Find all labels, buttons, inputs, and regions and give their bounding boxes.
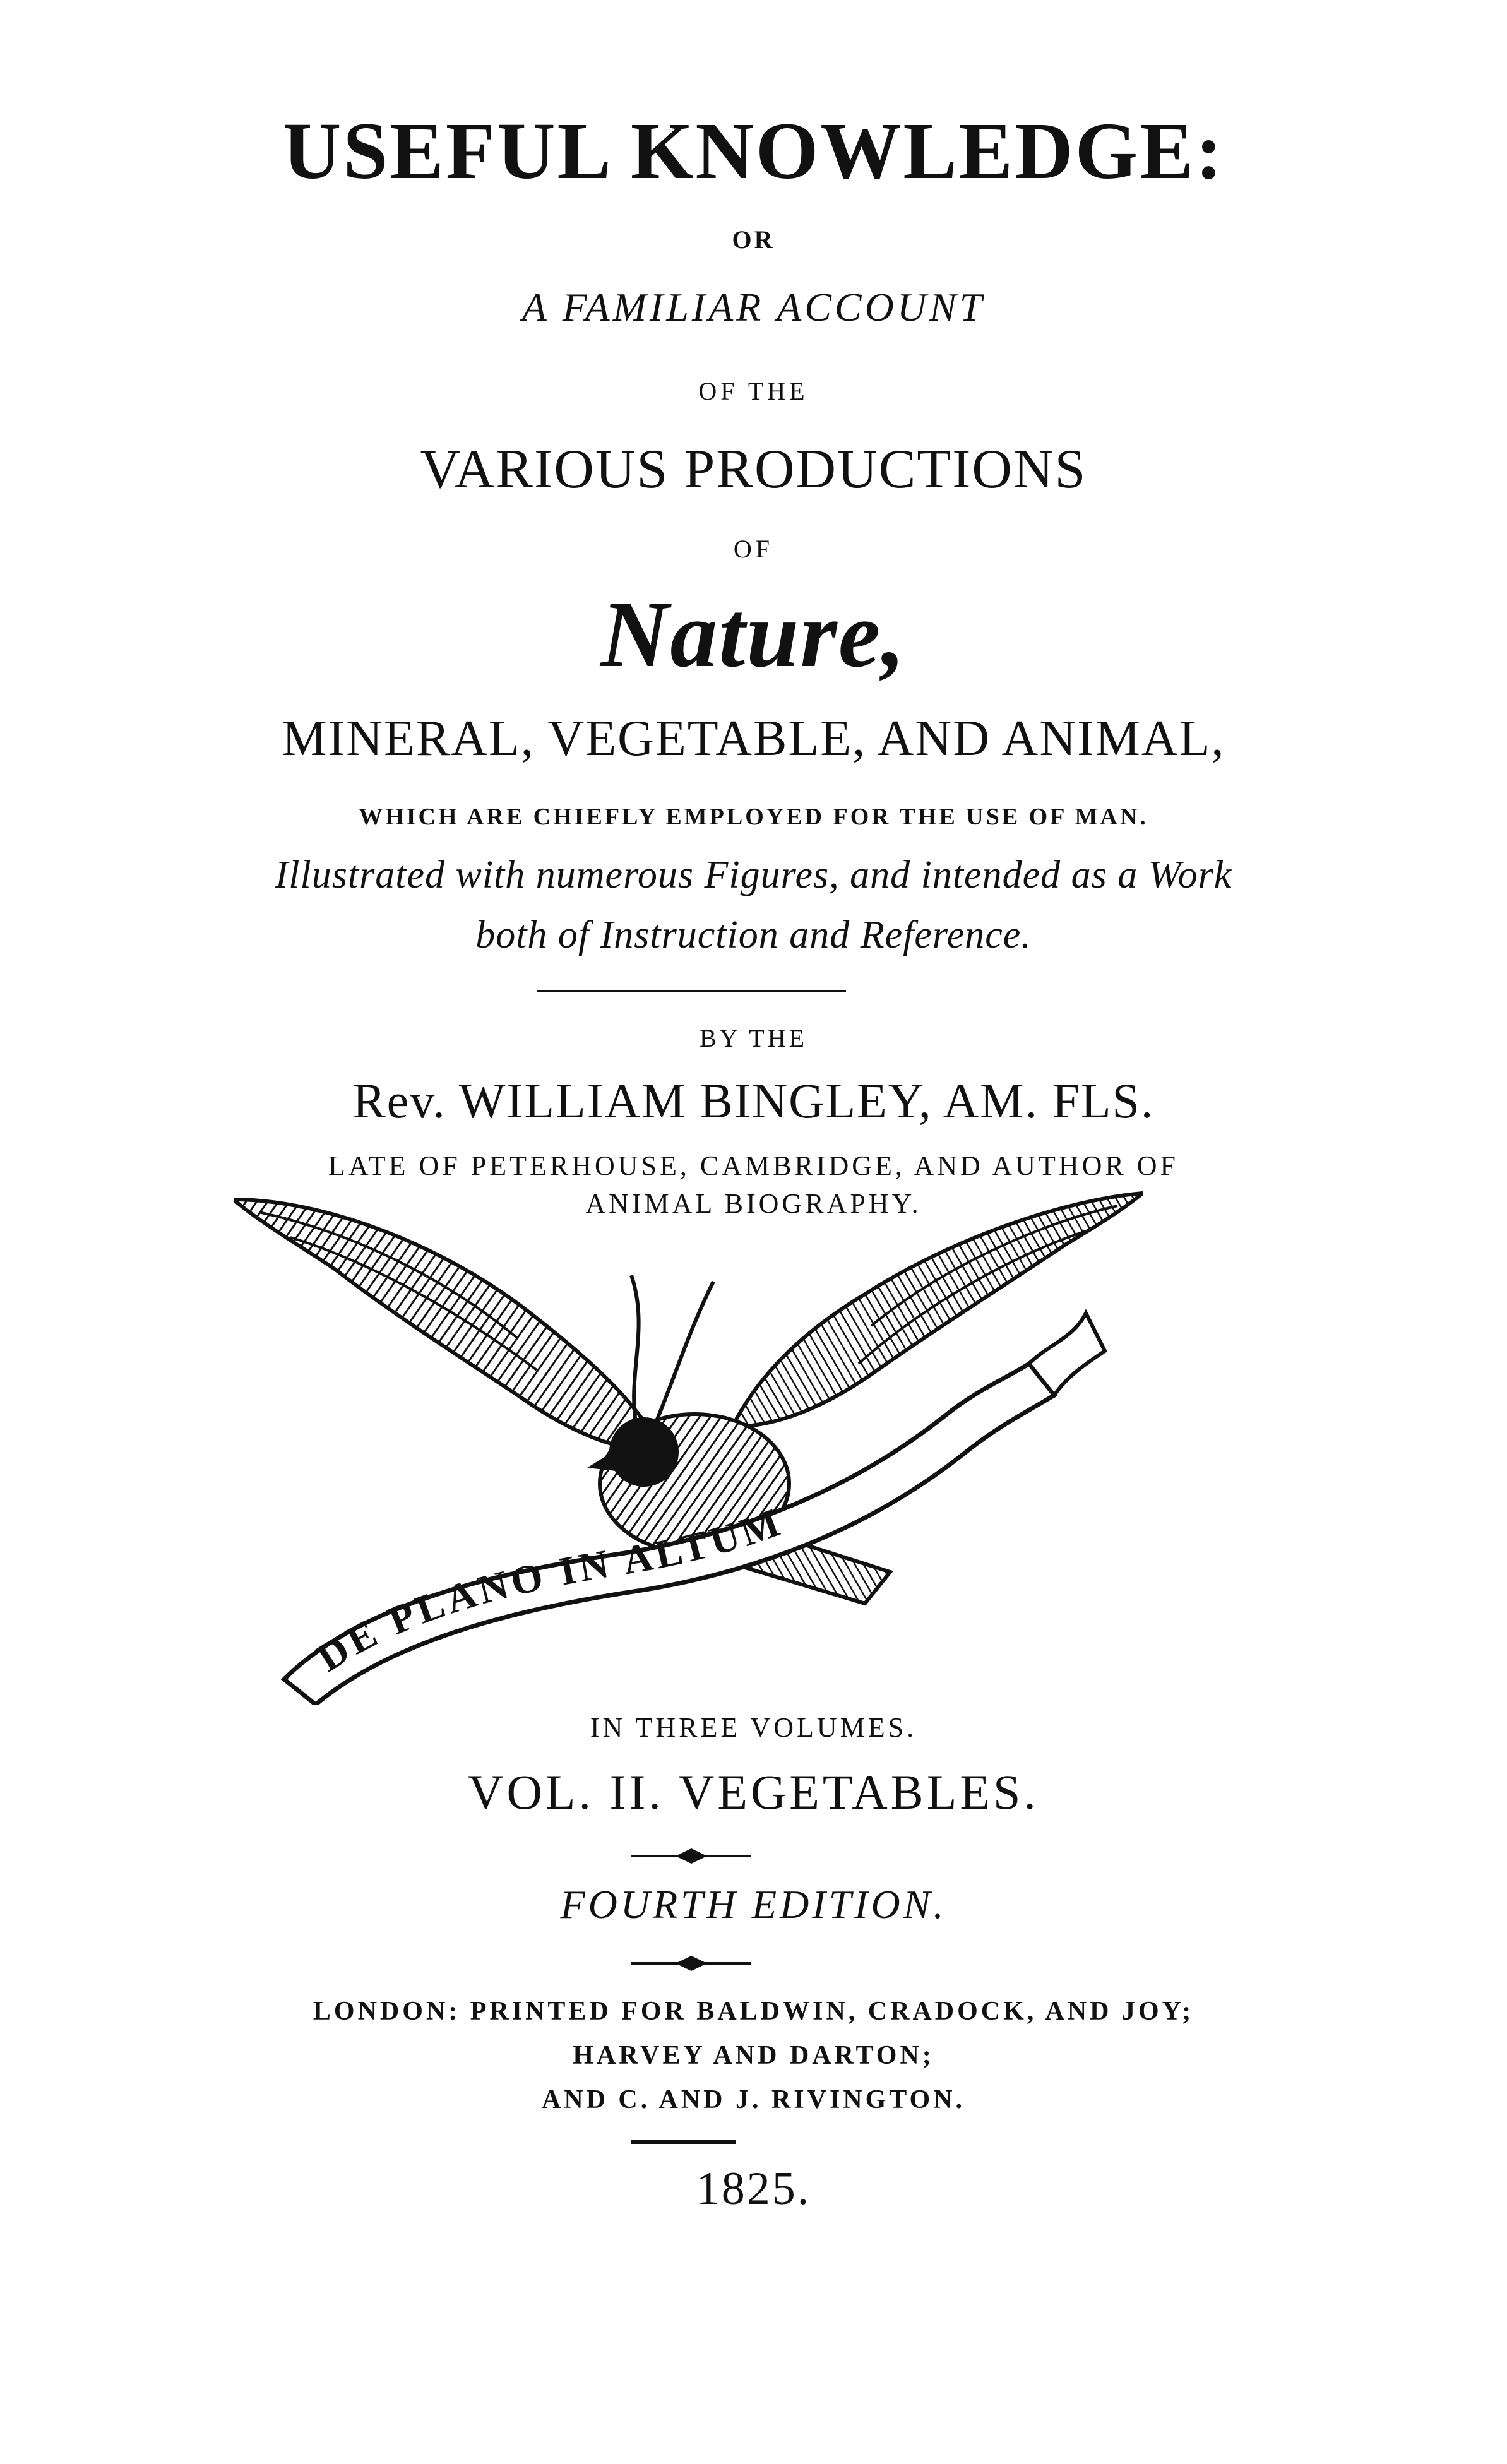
nature-heading: Nature,	[600, 582, 907, 687]
diamond-rule-ornament-icon	[631, 1954, 751, 1973]
by-the-line: BY THE	[699, 1024, 808, 1052]
illustrated-line-2: both of Instruction and Reference.	[475, 914, 1032, 956]
illustrated-line-1: Illustrated with numerous Figures, and intended as a Work	[275, 854, 1232, 896]
author-credentials-line-2: ANIMAL BIOGRAPHY.	[585, 1188, 922, 1219]
volume-title: VOL. II. VEGETABLES.	[468, 1765, 1039, 1819]
or-connector: OR	[732, 225, 775, 254]
diamond-rule-ornament-icon	[631, 1847, 751, 1866]
book-subtitle: A FAMILIAR ACCOUNT	[521, 285, 986, 330]
publisher-line-2: HARVEY AND DARTON;	[573, 2041, 934, 2070]
publisher-line-3: AND C. AND J. RIVINGTON.	[541, 2085, 966, 2114]
use-of-man-line: WHICH ARE CHIEFLY EMPLOYED FOR THE USE OF MAN.	[359, 804, 1148, 830]
motto-text: DE PLANO IN ALTUM	[309, 1498, 789, 1681]
divider-rule	[537, 990, 846, 992]
author-name: Rev. WILLIAM BINGLEY, AM. FLS.	[352, 1073, 1155, 1128]
edition-line: FOURTH EDITION.	[560, 1882, 947, 1927]
kingdoms-line: MINERAL, VEGETABLE, AND ANIMAL,	[282, 711, 1225, 766]
various-productions: VARIOUS PRODUCTIONS	[420, 439, 1087, 500]
book-title: USEFUL KNOWLEDGE:	[282, 106, 1225, 196]
publisher-line-1: LONDON: PRINTED FOR BALDWIN, CRADOCK, AND JOY;	[313, 1997, 1194, 2026]
of-the-connector: OF THE	[698, 377, 809, 405]
eagle-with-banner-icon	[234, 1187, 1143, 1705]
of-connector: OF	[733, 535, 774, 563]
year-rule	[631, 2140, 736, 2144]
author-credentials-line-1: LATE OF PETERHOUSE, CAMBRIDGE, AND AUTHOR OF	[328, 1150, 1179, 1181]
publication-year: 1825.	[696, 2163, 811, 2215]
volume-count: IN THREE VOLUMES.	[590, 1712, 917, 1743]
